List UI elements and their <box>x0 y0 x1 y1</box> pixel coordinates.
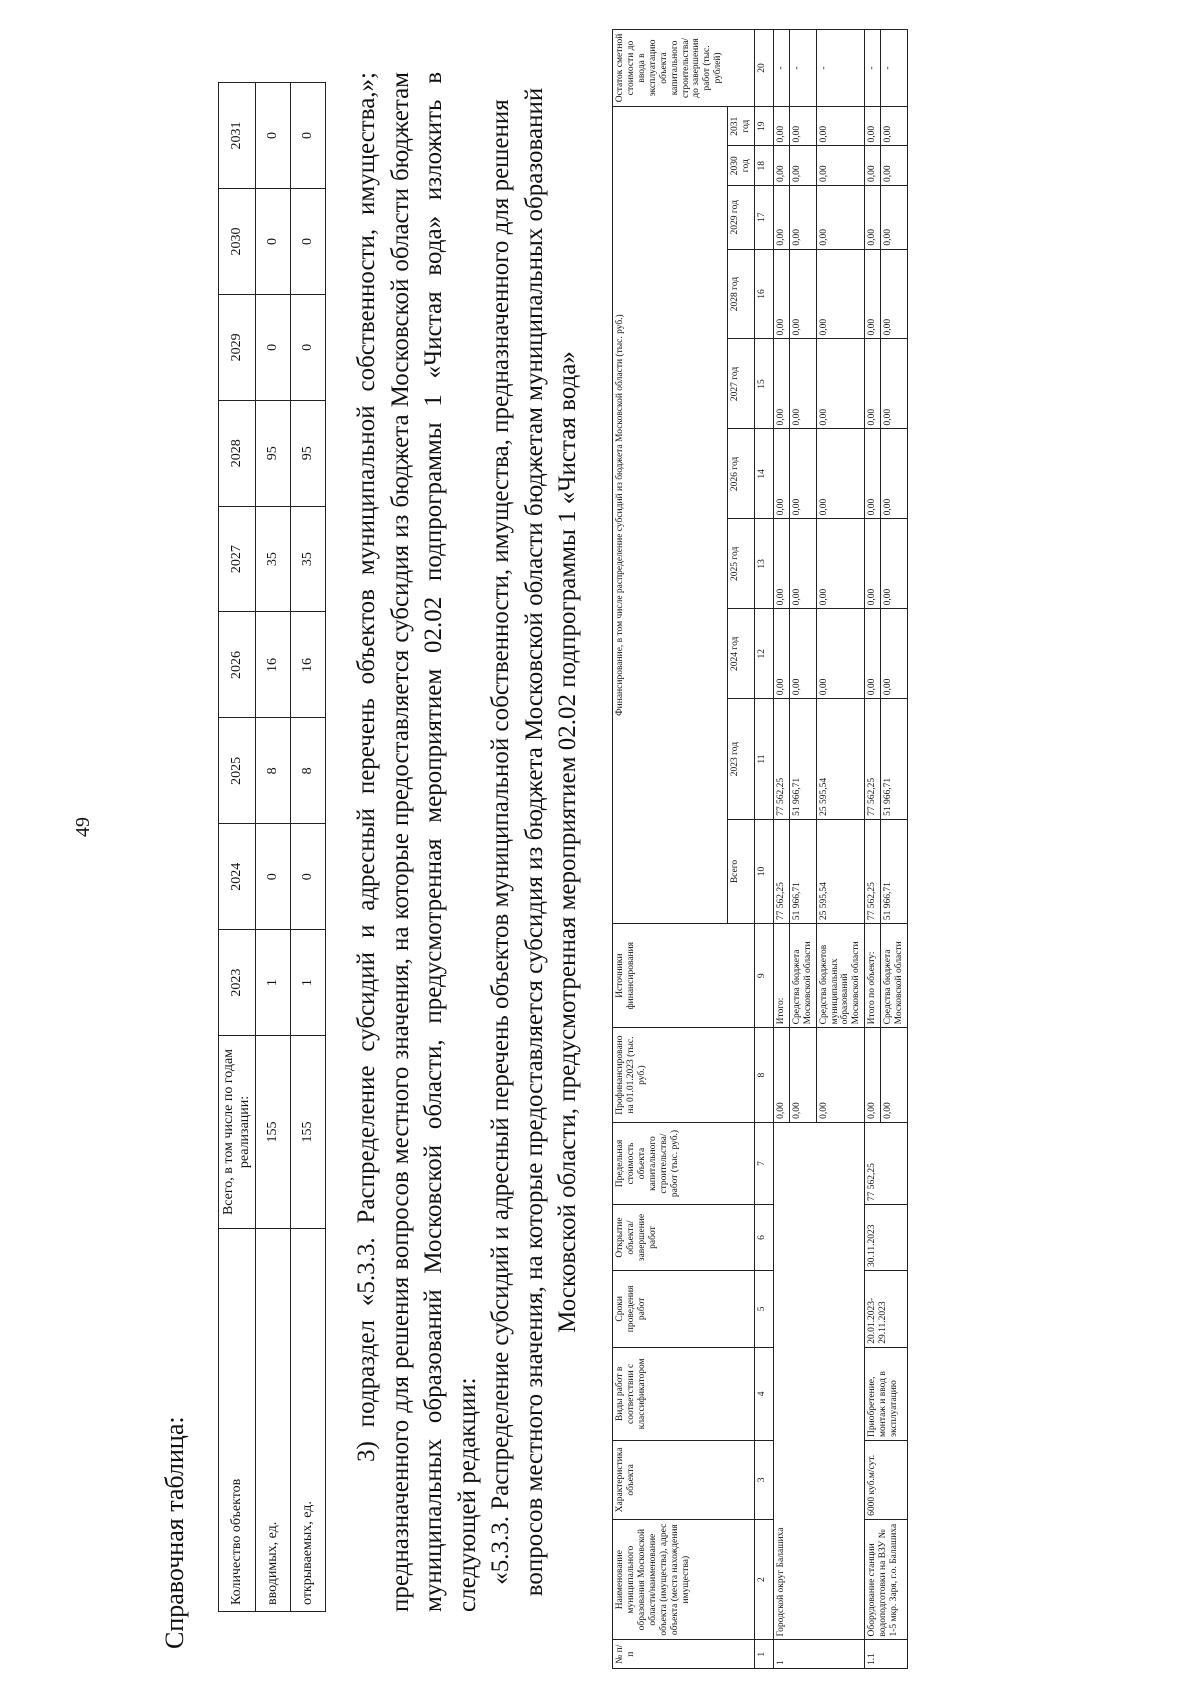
header-year: 2029 год <box>728 185 755 249</box>
reference-header-year: 2023 <box>219 930 256 1036</box>
year-cell: 0,00 <box>789 185 816 249</box>
year-cell: 0,00 <box>816 609 865 699</box>
reference-row-value: 16 <box>291 612 326 718</box>
amendment-paragraph: 3) подраздел «5.3.3. Распределение субсидий и адресный перечень объектов муниципальной собственности, имущества, предназначенного для решения вопросов местного значения, на которые предоставляется субсидия из бюджета Московской области бюджетам муниципальных образований Московской области, предусмотренная мероприятием 02.02 подпрограммы 1 «Чистая вода» изложить в следующей редакции: <box>353 72 481 1612</box>
year-cell: 0,00 <box>773 106 789 145</box>
reference-header-total: Всего, в том числе по годам реализации: <box>219 1036 256 1229</box>
object-num: 1.1 <box>865 1640 908 1669</box>
column-number: 6 <box>754 1205 773 1271</box>
year-cell: 0,00 <box>865 106 881 145</box>
column-number: 3 <box>754 1440 773 1519</box>
reference-row-value: 0 <box>291 189 326 295</box>
year-cell: 0,00 <box>865 609 881 699</box>
year-cell: 0,00 <box>773 429 789 519</box>
header-year: 2024 год <box>728 609 755 699</box>
reference-header-year: 2028 <box>219 400 256 506</box>
header-characteristic: Характеристика объекта <box>613 1440 755 1519</box>
header-name: Наименование муниципального образования Московской области/наименование объекта (имущества), адрес объекта (места нахождения имущества) <box>613 1519 755 1640</box>
year-cell: 0,00 <box>773 609 789 699</box>
year-cell: 0,00 <box>789 609 816 699</box>
prefinanced-cell: 0,00 <box>773 1028 789 1123</box>
reference-row-value: 0 <box>256 294 291 400</box>
year-cell: 0,00 <box>865 249 881 339</box>
column-number: 7 <box>754 1122 773 1204</box>
object-row <box>865 30 881 1669</box>
year-cell: 0,00 <box>881 146 908 185</box>
year-cell: 0,00 <box>816 185 865 249</box>
reference-row-value: 0 <box>291 294 326 400</box>
column-number: 9 <box>754 924 773 1028</box>
reference-row-value: 95 <box>256 400 291 506</box>
year-cell: 77 562,25 <box>865 699 881 820</box>
district-num: 1 <box>773 1640 864 1669</box>
header-limit-cost: Предельная стоимость объекта капитального строительства/работ (тыс. руб.) <box>613 1122 755 1204</box>
reference-row-value: 0 <box>291 83 326 189</box>
object-opening: 30.11.2023 <box>865 1205 908 1271</box>
reference-row-total: 155 <box>291 1036 326 1229</box>
header-opening: Открытие объекта/ завершение работ <box>613 1205 755 1271</box>
year-cell: 0,00 <box>789 519 816 609</box>
reference-table-header-row <box>219 83 256 1612</box>
column-number: 16 <box>754 249 773 339</box>
header-prefinanced: Профинансировано на 01.01.2023 (тыс. руб.) <box>613 1028 755 1123</box>
reference-row-value: 35 <box>256 506 291 612</box>
section-heading: «5.3.3. Распределение субсидий и адресный перечень объектов муниципальной собственности, имущества, предназначенного для решения вопросов местного значения, на которые предоставляется субсидия из бюджета Московской области бюджетам муниципальных образований Московской области, предусмотренная мероприятием 02.02 подпрограммы 1 «Чистая вода» <box>487 87 581 1597</box>
year-cell: 0,00 <box>773 146 789 185</box>
year-cell: 0,00 <box>789 106 816 145</box>
year-cell: 25 595,54 <box>816 699 865 820</box>
district-name: Городской округ Балашиха <box>773 1122 864 1640</box>
reference-row-value: 95 <box>291 400 326 506</box>
header-work-types: Виды работ в соответствии с классификатором <box>613 1347 755 1440</box>
year-cell: 0,00 <box>865 146 881 185</box>
reference-header-year: 2027 <box>219 506 256 612</box>
reference-table-row <box>291 83 326 1612</box>
reference-header-year: 2024 <box>219 824 256 930</box>
prefinanced-cell: 0,00 <box>881 1028 908 1123</box>
total-cell: 51 966,71 <box>881 819 908 923</box>
header-remainder: Остаток сметной стоимости до ввода в эксплуатацию объекта капитального строительства/ до завершения работ (тыс. рублей) <box>613 30 755 107</box>
reference-table-title: Справочная таблица: <box>160 1416 189 1649</box>
source-cell: Средства бюджета Московской области <box>789 924 816 1028</box>
remainder-cell: - <box>865 30 881 107</box>
column-number: 4 <box>754 1347 773 1440</box>
reference-header-year: 2031 <box>219 83 256 189</box>
total-cell: 77 562,25 <box>773 819 789 923</box>
year-cell: 0,00 <box>881 429 908 519</box>
header-sources: Источники финансирования <box>613 924 755 1028</box>
year-cell: 0,00 <box>816 519 865 609</box>
reference-row-value: 1 <box>256 930 291 1036</box>
year-cell: 0,00 <box>865 519 881 609</box>
source-cell: Итого: <box>773 924 789 1028</box>
reference-row-value: 1 <box>291 930 326 1036</box>
column-number: 17 <box>754 185 773 249</box>
column-number: 8 <box>754 1028 773 1123</box>
header-year: 2025 год <box>728 519 755 609</box>
column-number: 19 <box>754 106 773 145</box>
column-numbers-row <box>754 30 773 1669</box>
table-header-row <box>613 30 728 1669</box>
reference-row-value: 0 <box>256 189 291 295</box>
column-number: 20 <box>754 30 773 107</box>
header-financing-group: Финансирование, в том числе распределение субсидий из бюджета Московской области (тыс. руб.) <box>613 106 728 923</box>
year-cell: 0,00 <box>881 609 908 699</box>
reference-row-total: 155 <box>256 1036 291 1229</box>
source-cell: Средства бюджетов муниципальных образований Московской области <box>816 924 865 1028</box>
prefinanced-cell: 0,00 <box>816 1028 865 1123</box>
year-cell: 0,00 <box>816 106 865 145</box>
column-number: 5 <box>754 1270 773 1347</box>
closing-quote: »; <box>353 72 380 92</box>
year-cell: 77 562,25 <box>773 699 789 820</box>
column-number: 13 <box>754 519 773 609</box>
column-number: 18 <box>754 146 773 185</box>
reference-header-year: 2029 <box>219 294 256 400</box>
column-number: 10 <box>754 819 773 923</box>
reference-header-objects: Количество объектов <box>219 1229 256 1612</box>
object-limit-cost: 77 562,25 <box>865 1122 908 1204</box>
column-number: 15 <box>754 339 773 429</box>
source-cell: Итого по объекту: <box>865 924 881 1028</box>
year-cell: 0,00 <box>865 429 881 519</box>
year-cell: 0,00 <box>881 106 908 145</box>
reference-header-year: 2026 <box>219 612 256 718</box>
year-cell: 0,00 <box>816 146 865 185</box>
reference-table-row <box>256 83 291 1612</box>
column-number: 12 <box>754 609 773 699</box>
body-text <box>350 72 585 1612</box>
object-name: Оборудование станции водоподготовки на ВЗУ № 1-5 мкр. Заря, г.о. Балашиха <box>865 1519 908 1640</box>
year-cell: 51 966,71 <box>789 699 816 820</box>
header-year: 2026 год <box>728 429 755 519</box>
reference-row-label: вводимых, ед. <box>256 1229 291 1612</box>
year-cell: 0,00 <box>789 146 816 185</box>
subsidy-table <box>612 29 908 1669</box>
reference-table <box>218 82 326 1612</box>
object-characteristic: 6000 куб.м/сут. <box>865 1440 908 1519</box>
reference-header-year: 2025 <box>219 718 256 824</box>
year-cell: 51 966,71 <box>881 699 908 820</box>
prefinanced-cell: 0,00 <box>865 1028 881 1123</box>
year-cell: 0,00 <box>789 429 816 519</box>
column-number: 14 <box>754 429 773 519</box>
year-cell: 0,00 <box>773 339 789 429</box>
year-cell: 0,00 <box>789 339 816 429</box>
prefinanced-cell: 0,00 <box>789 1028 816 1123</box>
object-work-types: Приобретение, монтаж и ввод в эксплуатацию <box>865 1347 908 1440</box>
reference-header-year: 2030 <box>219 189 256 295</box>
year-cell: 0,00 <box>773 519 789 609</box>
year-cell: 0,00 <box>865 339 881 429</box>
reference-row-value: 16 <box>256 612 291 718</box>
year-cell: 0,00 <box>881 519 908 609</box>
year-cell: 0,00 <box>773 249 789 339</box>
remainder-cell: - <box>773 30 789 107</box>
year-cell: 0,00 <box>816 429 865 519</box>
total-cell: 77 562,25 <box>865 819 881 923</box>
header-year: 2023 год <box>728 699 755 820</box>
header-num: № п/п <box>613 1640 755 1669</box>
remainder-cell: - <box>789 30 816 107</box>
header-year: 2028 год <box>728 249 755 339</box>
district-row <box>773 30 789 1669</box>
remainder-cell: - <box>881 30 908 107</box>
year-cell: 0,00 <box>816 249 865 339</box>
total-cell: 51 966,71 <box>789 819 816 923</box>
total-cell: 25 595,54 <box>816 819 865 923</box>
year-cell: 0,00 <box>881 339 908 429</box>
page-number: 49 <box>72 817 94 837</box>
column-number: 2 <box>754 1519 773 1640</box>
year-cell: 0,00 <box>789 249 816 339</box>
reference-row-value: 35 <box>291 506 326 612</box>
source-cell: Средства бюджета Московской области <box>881 924 908 1028</box>
column-number: 1 <box>754 1640 773 1669</box>
reference-row-value: 0 <box>291 824 326 930</box>
year-cell: 0,00 <box>881 249 908 339</box>
header-total: Всего <box>728 819 755 923</box>
year-cell: 0,00 <box>881 185 908 249</box>
reference-row-label: открываемых, ед. <box>291 1229 326 1612</box>
header-year: 2027 год <box>728 339 755 429</box>
reference-row-value: 8 <box>256 718 291 824</box>
header-year: 2031 год <box>728 106 755 145</box>
reference-row-value: 0 <box>256 83 291 189</box>
reference-row-value: 0 <box>256 824 291 930</box>
column-number: 11 <box>754 699 773 820</box>
remainder-cell: - <box>816 30 865 107</box>
header-year: 2030 год <box>728 146 755 185</box>
header-terms: Сроки проведения работ <box>613 1270 755 1347</box>
year-cell: 0,00 <box>816 339 865 429</box>
object-terms: 20.01.2023-29.11.2023 <box>865 1270 908 1347</box>
reference-row-value: 8 <box>291 718 326 824</box>
year-cell: 0,00 <box>773 185 789 249</box>
year-cell: 0,00 <box>865 185 881 249</box>
